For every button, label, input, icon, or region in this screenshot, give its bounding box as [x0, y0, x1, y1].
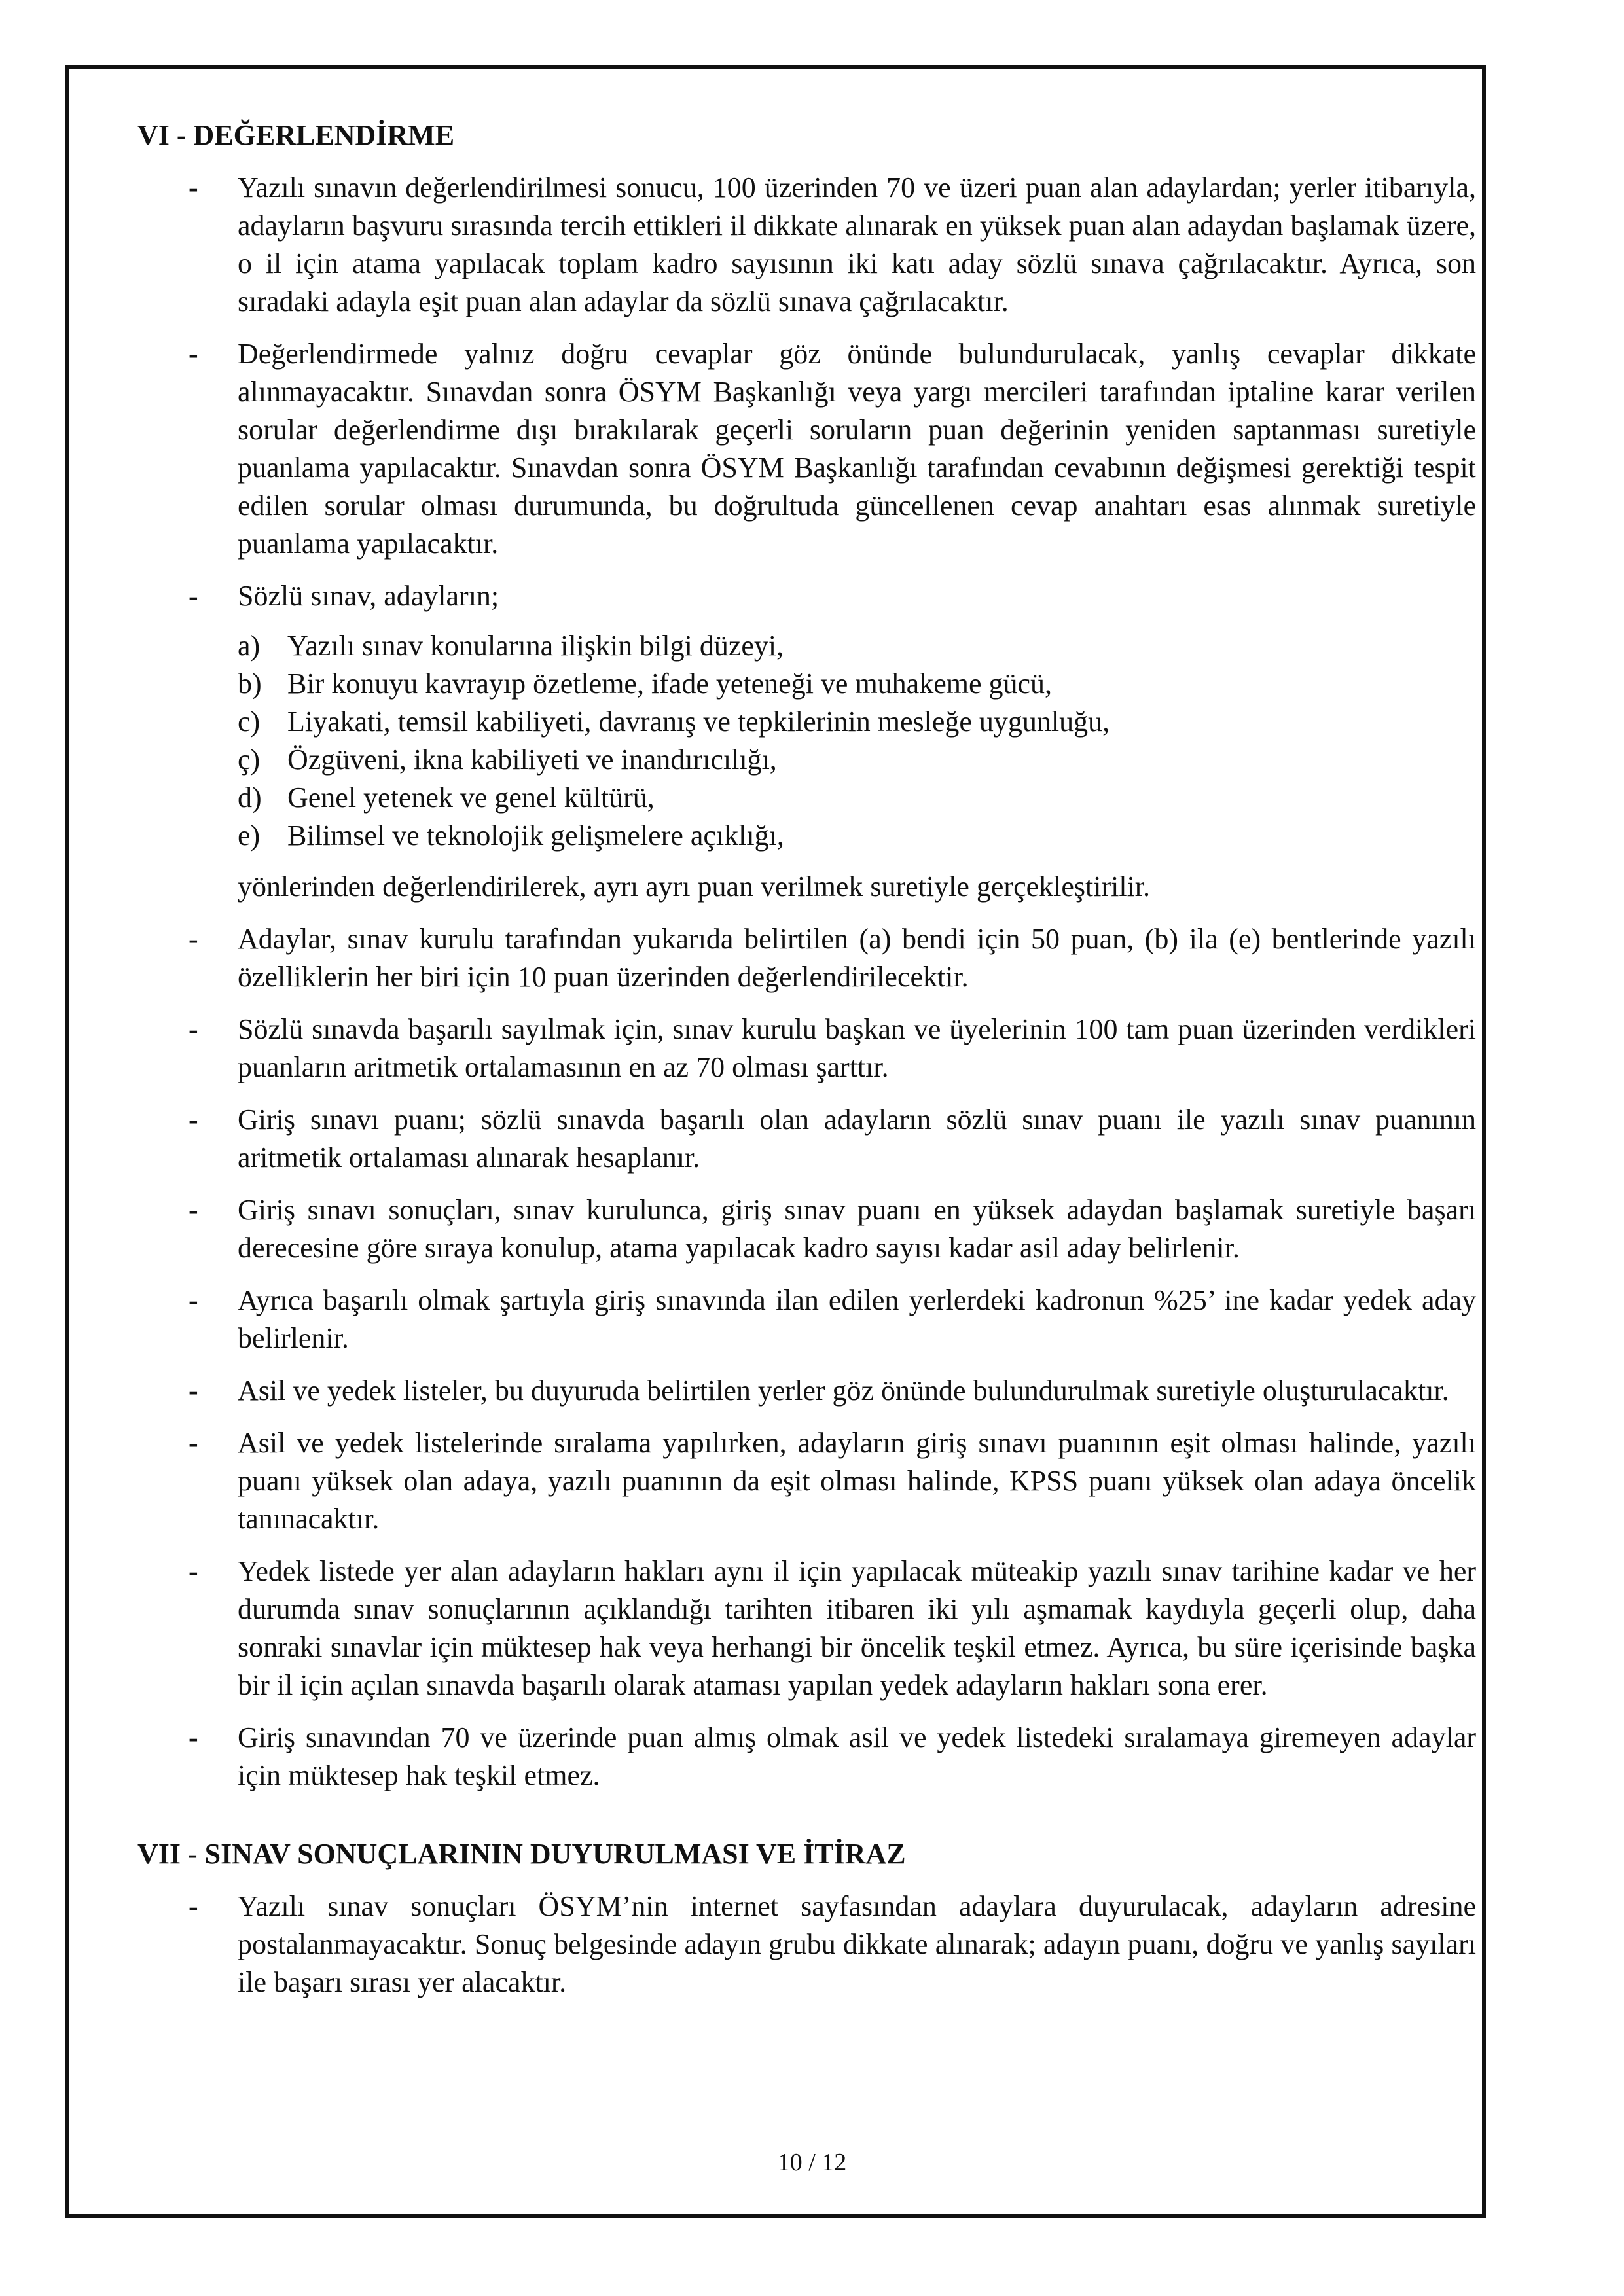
criteria-text: Yazılı sınav konularına ilişkin bilgi düzeyi, — [287, 630, 784, 662]
bullet-text: Giriş sınavı sonuçları, sınav kurulunca, giriş sınav puanı en yüksek adaydan başlamak suretiyle başarı derecesine göre sıraya konulup, atama yapılacak kadro sayısı kadar asil aday belirlenir. — [238, 1194, 1476, 1264]
criteria-item — [238, 703, 1476, 741]
bullet-text: Giriş sınavı puanı; sözlü sınavda başarılı olan adayların sözlü sınav puanı ile yazılı sınav puanının aritmetik ortalaması alınarak hesaplanır. — [238, 1103, 1476, 1174]
list-item — [137, 920, 1479, 996]
bullet-text: Değerlendirmede yalnız doğru cevaplar göz önünde bulundurulacak, yanlış cevaplar dikkate alınmayacaktır. Sınavdan sonra ÖSYM Başkanlığı veya yargı mercileri tarafından iptaline karar verilen sorular değerlendirme dışı bırakılarak geçerli soruların puan değerinin yeniden saptanması suretiyle puanlama yapılacaktır. Sınavdan sonra ÖSYM Başkanlığı tarafından cevabının değişmesi gerektiği tespit edilen sorular olması durumunda, bu doğrultuda güncellenen cevap anahtarı esas alınmak suretiyle puanlama yapılacaktır. — [238, 338, 1476, 560]
list-item — [137, 1424, 1479, 1538]
criteria-conclusion: yönlerinden değerlendirilerek, ayrı ayrı puan verilmek suretiyle gerçekleştirilir. — [238, 870, 1151, 903]
criteria-text: Bilimsel ve teknolojik gelişmelere açıklığı, — [287, 819, 784, 852]
bullet-text: Giriş sınavından 70 ve üzerinde puan almış olmak asil ve yedek listedeki sıralamaya giremeyen adaylar için müktesep hak teşkil etmez. — [238, 1721, 1476, 1791]
criteria-label: ç) — [238, 744, 261, 776]
list-item — [137, 335, 1479, 563]
bullet-dash: - — [189, 1427, 198, 1459]
list-item — [137, 577, 1479, 906]
bullet-dash: - — [189, 580, 198, 612]
bullet-dash: - — [189, 1721, 198, 1753]
list-item — [137, 1372, 1479, 1410]
criteria-text: Genel yetenek ve genel kültürü, — [287, 781, 655, 814]
criteria-label: c) — [238, 706, 261, 738]
criteria-label: b) — [238, 668, 262, 700]
criteria-item — [238, 779, 1476, 817]
bullet-dash: - — [189, 923, 198, 955]
bullet-text: Yazılı sınav sonuçları ÖSYM’nin internet sayfasından adaylara duyurulacak, adayların adresine postalanmayacaktır. Sonuç belgesinde adayın grubu dikkate alınarak; adayın puanı, doğru ve yanlış sayıları ile başarı sırası yer alacaktır. — [238, 1890, 1476, 1998]
section-heading-degerlendirme: VI - DEĞERLENDİRME — [137, 119, 455, 151]
bullet-text: Ayrıca başarılı olmak şartıyla giriş sınavında ilan edilen yerlerdeki kadronun %25’ ine kadar yedek aday belirlenir. — [238, 1284, 1476, 1354]
bullet-dash: - — [189, 1194, 198, 1226]
bullet-dash: - — [189, 171, 198, 204]
bullet-dash: - — [189, 1284, 198, 1316]
bullet-text: Adaylar, sınav kurulu tarafından yukarıda belirtilen (a) bendi için 50 puan, (b) ila (e) bentlerinde yazılı özelliklerin her biri için 10 puan üzerinden değerlendirilecektir. — [238, 923, 1476, 993]
criteria-list — [238, 627, 1476, 855]
bullet-text: Yedek listede yer alan adayların hakları aynı il için yapılacak müteakip yazılı sınav tarihine kadar ve her durumda sınav sonuçlarının açıklandığı tarihten itibaren iki yılı aşmamak kaydıyla geçerli olup, daha sonraki sınavlar için müktesep hak veya herhangi bir öncelik teşkil etmez. Ayrıca, bu süre içerisinde başka bir il için açılan sınavda başarılı olarak ataması yapılan yedek adayların hakları sona erer. — [238, 1555, 1476, 1701]
bullet-text: Asil ve yedek listeler, bu duyuruda belirtilen yerler göz önünde bulundurulmak suretiyle oluşturulacaktır. — [238, 1374, 1449, 1407]
page-number: 10 / 12 — [777, 2149, 847, 2176]
list-item — [137, 1719, 1479, 1795]
list-item — [137, 1101, 1479, 1177]
bullet-text: Asil ve yedek listelerinde sıralama yapılırken, adayların giriş sınavı puanının eşit olması halinde, yazılı puanı yüksek olan adaya, yazılı puanının da eşit olması halinde, KPSS puanı yüksek olan adaya öncelik tanınacaktır. — [238, 1427, 1476, 1535]
criteria-item — [238, 627, 1476, 665]
list-item — [137, 1552, 1479, 1704]
bullet-text: Yazılı sınavın değerlendirilmesi sonucu, 100 üzerinden 70 ve üzeri puan alan adaylardan; yerler itibarıyla, adayların başvuru sırasında tercih ettikleri il dikkate alınarak en yüksek puan alan adaydan başlamak üzere, o il için atama yapılacak toplam kadro sayısının iki katı aday sözlü sınava çağrılacaktır. Ayrıca, son sıradaki adayla eşit puan alan adaylar da sözlü sınava çağrılacaktır. — [238, 171, 1476, 317]
bullet-text: Sözlü sınav, adayların; — [238, 580, 499, 612]
criteria-item — [238, 665, 1476, 703]
document-body — [137, 117, 1479, 2016]
bullet-dash: - — [189, 1103, 198, 1136]
criteria-label: d) — [238, 781, 262, 814]
criteria-label: a) — [238, 630, 261, 662]
list-item — [137, 1888, 1479, 2001]
criteria-text: Özgüveni, ikna kabiliyeti ve inandırıcılığı, — [287, 744, 777, 776]
criteria-text: Liyakati, temsil kabiliyeti, davranış ve tepkilerinin mesleğe uygunluğu, — [287, 706, 1110, 738]
bullet-dash: - — [189, 1555, 198, 1587]
list-item — [137, 169, 1479, 321]
section-heading-sinav-sonuclari: VII - SINAV SONUÇLARININ DUYURULMASI VE İTİRAZ — [137, 1838, 906, 1870]
list-item — [137, 1191, 1479, 1267]
criteria-item — [238, 817, 1476, 855]
bullet-dash: - — [189, 1013, 198, 1045]
bullet-dash: - — [189, 338, 198, 370]
bullet-block — [238, 577, 1476, 906]
criteria-item — [238, 741, 1476, 779]
list-item — [137, 1282, 1479, 1357]
bullet-dash: - — [189, 1890, 198, 1922]
bullet-dash: - — [189, 1374, 198, 1407]
list-item — [137, 1011, 1479, 1086]
criteria-text: Bir konuyu kavrayıp özetleme, ifade yeteneği ve muhakeme gücü, — [287, 668, 1053, 700]
bullet-text: Sözlü sınavda başarılı sayılmak için, sınav kurulu başkan ve üyelerinin 100 tam puan üzerinden verdikleri puanların aritmetik ortalamasının en az 70 olması şarttır. — [238, 1013, 1476, 1083]
criteria-label: e) — [238, 819, 261, 852]
